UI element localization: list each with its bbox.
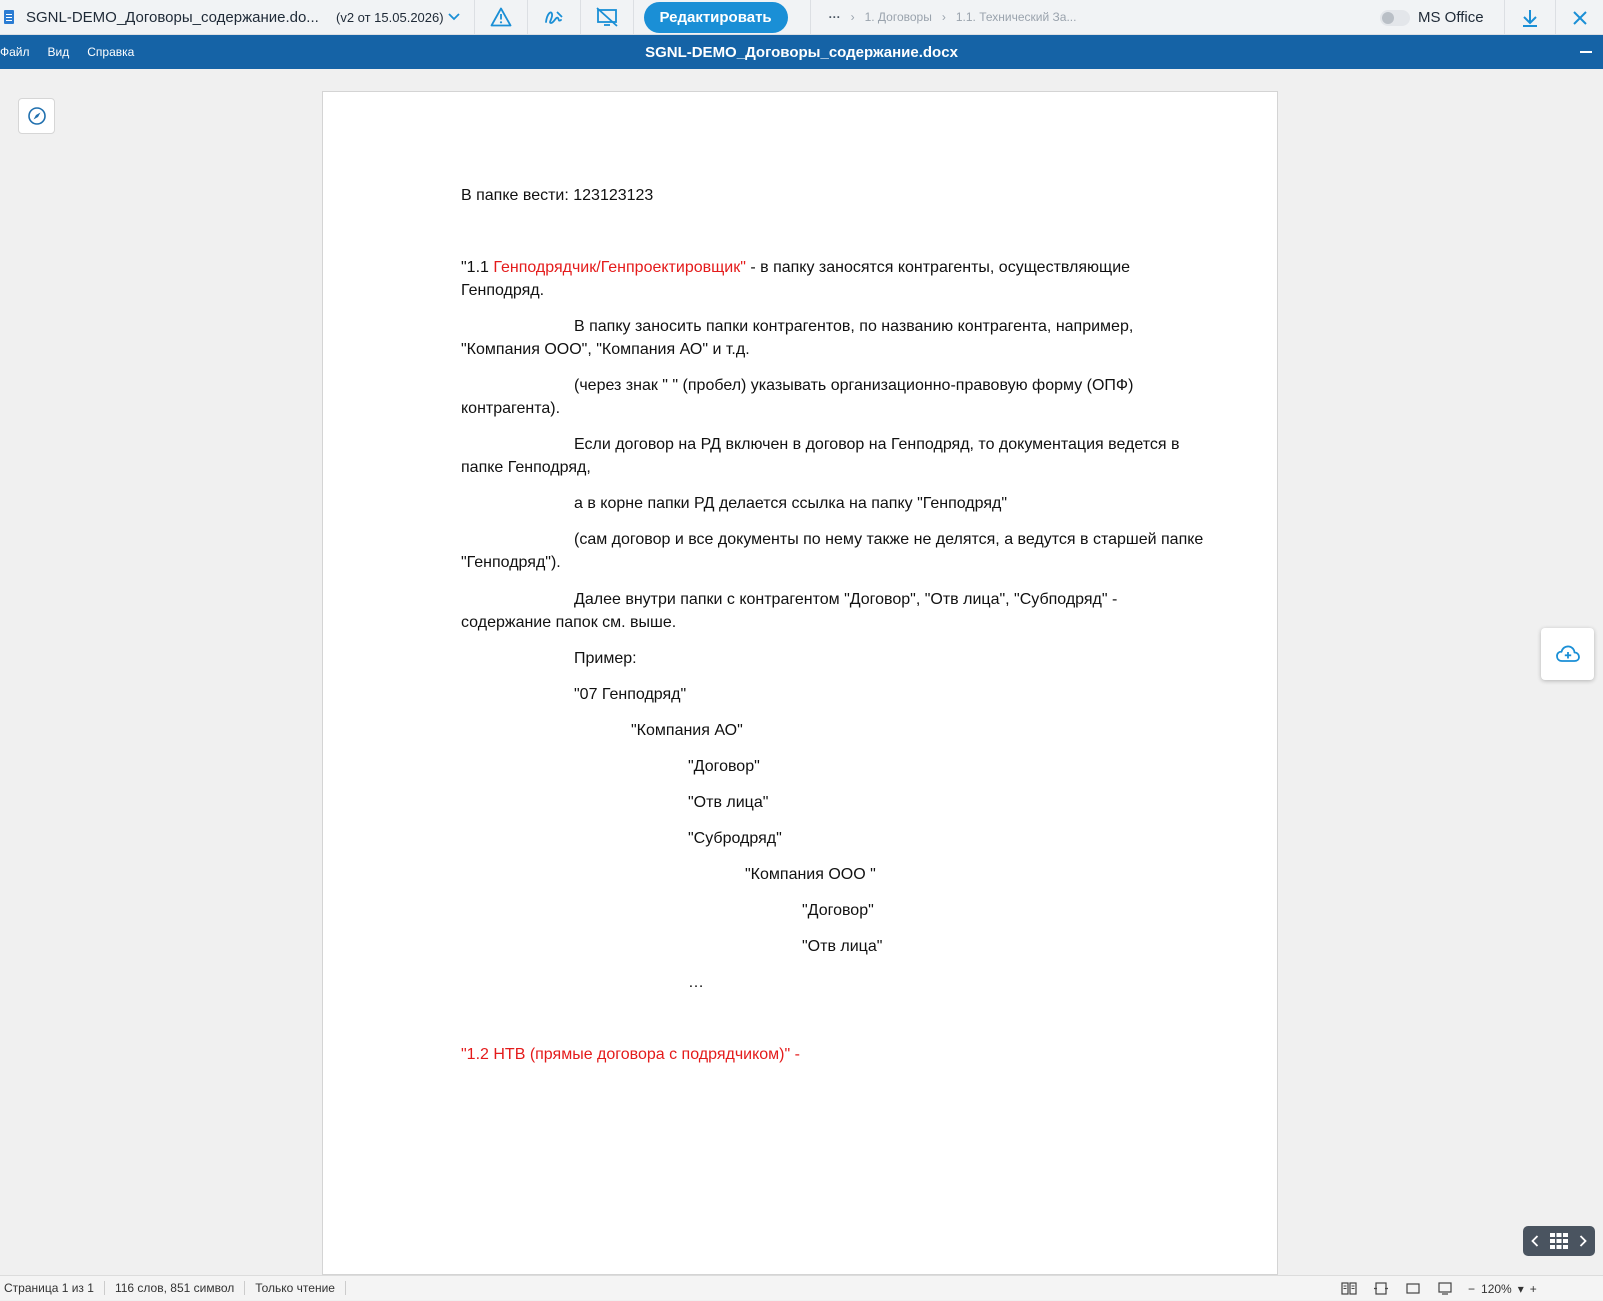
chevron-right-icon[interactable] (1579, 1235, 1587, 1247)
book-view-button[interactable] (1340, 1282, 1358, 1296)
section-1-2-heading: "1.2 НТВ (прямые договора с подрядчиком)" - (461, 1046, 800, 1063)
paragraph: В папку заносить папки контрагентов, по названию контрагента, например, (574, 318, 1134, 335)
document-icon (4, 10, 14, 24)
ms-office-toggle-group (1380, 0, 1484, 35)
book-view-icon (1341, 1282, 1357, 1295)
divider (633, 0, 634, 35)
breadcrumb-separator: › (850, 10, 855, 24)
page-navigator (1523, 1226, 1595, 1256)
sign-button[interactable] (528, 0, 580, 35)
signature-icon (543, 8, 565, 26)
warning-button[interactable] (475, 0, 527, 35)
tree-item: "Субродряд" (688, 830, 782, 847)
zoom-level[interactable]: 120% (1481, 1281, 1512, 1296)
ms-office-label: MS Office (1418, 9, 1484, 26)
tree-item: "Компания АО" (631, 722, 743, 739)
paragraph: папке Генподряд, (461, 459, 591, 476)
tree-item: … (688, 974, 704, 991)
menu-items (0, 35, 152, 69)
tree-item: "Договор" (688, 758, 760, 775)
paragraph: В папке вести: 123123123 (461, 187, 654, 204)
heading-rest: - в папку заносятся контрагенты, осуществляющие (745, 259, 1131, 276)
tree-item: "07 Генподряд" (574, 686, 687, 703)
chevron-down-icon[interactable]: ▾ (1517, 1281, 1524, 1296)
cloud-upload-icon (1555, 643, 1581, 665)
warning-icon (490, 7, 512, 27)
read-only-badge: Только чтение (245, 1281, 346, 1295)
paragraph: Генподряд. (461, 282, 545, 299)
paragraph: "Генподряд"). (461, 554, 561, 571)
zoom-in-icon[interactable]: + (1529, 1281, 1537, 1296)
fit-page-button[interactable] (1404, 1282, 1422, 1296)
paragraph: а в корне папки РД делается ссылка на папку "Генподряд" (574, 495, 1008, 512)
menu-help[interactable]: Справка (87, 45, 135, 59)
paragraph: "Компания ООО", "Компания АО" и т.д. (461, 341, 750, 358)
breadcrumb-more[interactable]: ··· (828, 10, 841, 24)
view-controls (1340, 1276, 1537, 1301)
fit-width-icon (1373, 1282, 1389, 1295)
zoom-out-icon[interactable]: − (1468, 1281, 1476, 1296)
chevron-down-icon (448, 13, 460, 21)
heading-red-text: Генподрядчик/Генпроектировщик" (493, 259, 746, 276)
upload-button[interactable] (1541, 628, 1594, 680)
tree-item: "Договор" (802, 902, 874, 919)
presentation-off-button[interactable] (581, 0, 633, 35)
ms-office-toggle[interactable] (1380, 10, 1410, 26)
fullscreen-button[interactable] (1436, 1282, 1454, 1296)
compass-icon (27, 106, 47, 126)
download-button[interactable] (1504, 0, 1554, 35)
version-selector[interactable] (336, 10, 460, 25)
paragraph: контрагента). (461, 400, 561, 417)
grid-icon[interactable] (1550, 1233, 1568, 1249)
edit-button[interactable]: Редактировать (644, 2, 788, 33)
download-icon (1521, 8, 1539, 28)
menu-file[interactable]: Файл (0, 45, 30, 59)
file-title: SGNL-DEMO_Договоры_содержание.do... (26, 8, 319, 26)
tree-item: "Отв лица" (688, 794, 769, 811)
chevron-left-icon[interactable] (1531, 1235, 1539, 1247)
paragraph: Далее внутри папки с контрагентом "Договор", "Отв лица", "Субподряд" - (574, 591, 1118, 608)
tree-item: "Компания ООО " (745, 866, 876, 883)
heading-prefix: "1.1 (461, 259, 494, 276)
paragraph: (сам договор и все документы по нему также не делятся, а ведутся в старшей папке (574, 531, 1204, 548)
menu-bar (0, 35, 1603, 69)
tree-item: "Отв лица" (802, 938, 883, 955)
screen-icon (1437, 1282, 1453, 1295)
minimize-icon[interactable] (1580, 51, 1592, 53)
breadcrumb-item[interactable]: 1. Договоры (864, 10, 932, 24)
fit-page-icon (1405, 1282, 1421, 1295)
paragraph: содержание папок см. выше. (461, 614, 677, 631)
menu-view[interactable]: Вид (47, 45, 70, 59)
divider (810, 0, 811, 35)
breadcrumb-separator: › (941, 10, 946, 24)
word-count: 116 слов, 851 символ (105, 1281, 245, 1295)
breadcrumb (829, 10, 1077, 24)
paragraph: (через знак " " (пробел) указывать организационно-правовую форму (ОПФ) (574, 377, 1134, 394)
page-counter: Страница 1 из 1 (0, 1281, 105, 1295)
top-toolbar (0, 0, 1603, 35)
document-page (322, 91, 1278, 1275)
no-screen-icon (595, 7, 619, 27)
fit-width-button[interactable] (1372, 1282, 1390, 1296)
document-title: SGNL-DEMO_Договоры_содержание.docx (645, 43, 958, 61)
navigator-button[interactable] (18, 98, 55, 134)
version-label: (v2 от 15.05.2026) (336, 9, 444, 25)
status-bar (0, 1275, 1603, 1300)
breadcrumb-item[interactable]: 1.1. Технический За... (955, 10, 1077, 24)
paragraph: Если договор на РД включен в договор на Генподряд, то документация ведется в (574, 436, 1180, 453)
close-button[interactable] (1555, 0, 1603, 35)
section-1-1-heading (461, 256, 1211, 279)
example-label: Пример: (574, 650, 637, 667)
close-icon (1573, 11, 1587, 25)
zoom-controls (1468, 1282, 1537, 1296)
